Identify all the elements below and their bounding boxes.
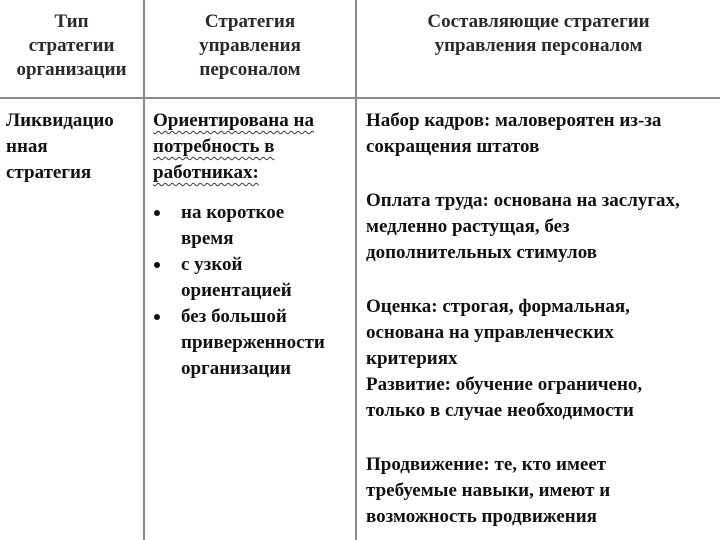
strategy-bullet: [153, 200, 353, 252]
header-line: управления персоналом: [434, 35, 643, 56]
header-line: Тип: [54, 11, 89, 32]
bullet-icon: [154, 262, 160, 268]
component-line: только в случае необходимости: [366, 400, 634, 421]
cell-hr-strategy: [153, 108, 353, 382]
component-line: требуемые навыки, имеют и: [366, 480, 611, 501]
component-line: возможность продвижения: [366, 506, 597, 527]
bullet-icon: [154, 210, 160, 216]
column-divider: [355, 0, 357, 540]
header-org-type: [0, 10, 143, 82]
component-line: Продвижение: те, кто имеет: [366, 454, 607, 475]
strategy-bullet-list: [153, 200, 353, 382]
cell-org-type: [6, 108, 140, 186]
cell-line: нная: [6, 136, 48, 157]
strategy-heading-line: Ориентирована на: [153, 110, 314, 131]
component-line: критериях: [366, 348, 458, 369]
cell-strategy-components: [366, 108, 718, 530]
cell-line: Ликвидацио: [6, 110, 114, 131]
component-appraisal: [366, 294, 718, 372]
component-recruitment: [366, 108, 718, 160]
header-line: организации: [16, 59, 127, 80]
bullet-line: без большой: [181, 306, 287, 327]
header-divider: [0, 97, 720, 99]
component-line: сокращения штатов: [366, 136, 540, 157]
header-line: Стратегия: [204, 11, 296, 32]
component-development: [366, 372, 718, 424]
bullet-line: время: [181, 228, 234, 249]
bullet-icon: [154, 314, 160, 320]
component-line: Оценка: строгая, формальная,: [366, 296, 630, 317]
header-hr-strategy: [145, 10, 355, 82]
header-line: Составляющие стратегии: [427, 11, 650, 32]
header-line: управления: [199, 35, 301, 56]
strategy-bullet: [153, 252, 353, 304]
header-strategy-components: [357, 10, 720, 58]
header-line: стратегии: [28, 35, 115, 56]
bullet-line: организации: [181, 358, 292, 379]
bullet-line: на короткое: [181, 202, 285, 223]
component-line: Набор кадров: маловероятен из-за: [366, 110, 662, 131]
bullet-line: с узкой: [181, 254, 243, 275]
strategy-heading-line: потребность в: [153, 136, 275, 157]
cell-line: стратегия: [6, 162, 92, 183]
component-line: дополнительных стимулов: [366, 242, 597, 263]
component-line: медленно растущая, без: [366, 216, 570, 237]
header-line: персоналом: [199, 59, 301, 80]
strategy-heading-line: работниках:: [153, 162, 259, 183]
strategy-bullet: [153, 304, 353, 382]
bullet-line: приверженности: [181, 332, 325, 353]
bullet-line: ориентацией: [181, 280, 292, 301]
component-promotion: [366, 452, 718, 530]
component-line: Развитие: обучение ограничено,: [366, 374, 643, 395]
component-compensation: [366, 188, 718, 266]
component-line: Оплата труда: основана на заслугах,: [366, 190, 680, 211]
component-line: основана на управленческих: [366, 322, 614, 343]
